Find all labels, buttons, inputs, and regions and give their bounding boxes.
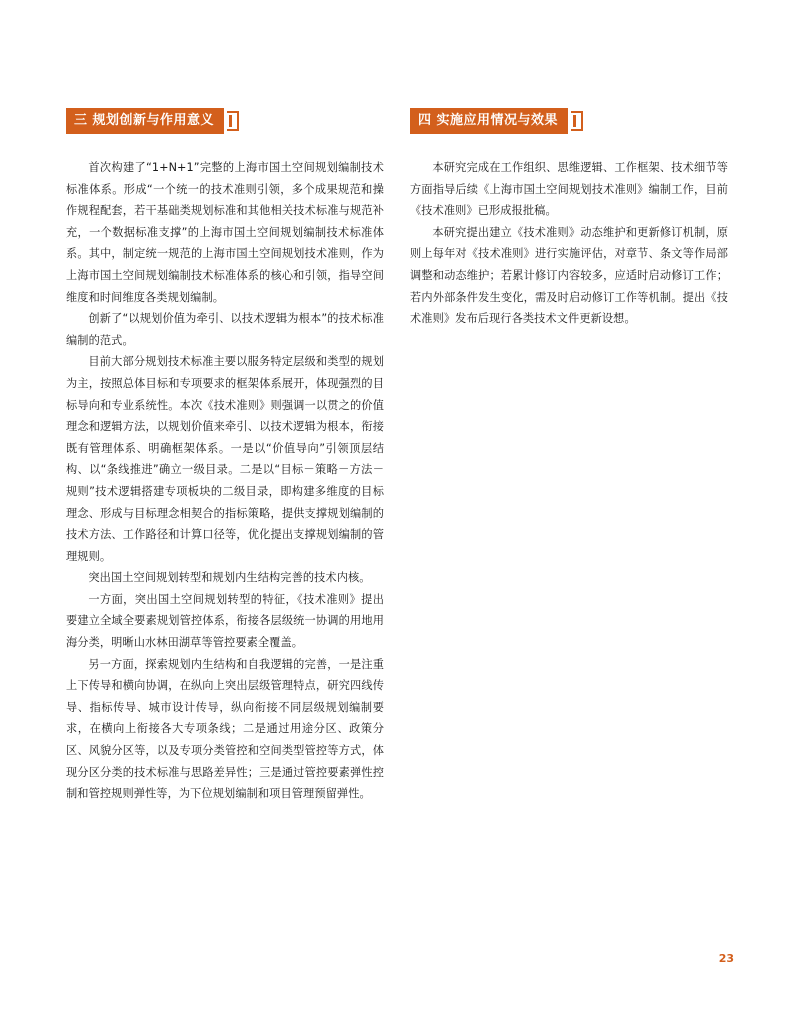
right-column bbox=[410, 108, 728, 330]
paragraph: 创新了“以规划价值为牵引、以技术逻辑为根本”的技术标准编制的范式。 bbox=[66, 312, 384, 347]
bracket-icon bbox=[227, 111, 239, 131]
section-title: 四 实施应用情况与效果 bbox=[410, 108, 568, 134]
paragraph: 本研究提出建立《技术准则》动态维护和更新修订机制，原则上每年对《技术准则》进行实施评估，对章节、条文等作局部调整和动态维护；若累计修订内容较多，应适时启动修订工作；若内外部条件发生变化，需及时启动修订工作等机制。提出《技术准则》发布后现行各类技术文件更新设想。 bbox=[410, 225, 728, 326]
paragraph: 另一方面，探索规划内生结构和自我逻辑的完善，一是注重上下传导和横向协调，在纵向上突出层级管理特点，研究四线传导、指标传导、城市设计传导，纵向衔接不同层级规划编制要求，在横向上衔接各大专项条线；二是通过用途分区、政策分区、风貌分区等，以及专项分类管控和空间类型管控等方式，体现分区分类的技术标准与思路差异性；三是通过管控要素弹性控制和管控规则弹性等，为下位规划编制和项目管理预留弹性。 bbox=[66, 657, 384, 801]
section-header-implementation bbox=[410, 108, 728, 134]
section-header-innovation bbox=[66, 108, 384, 134]
paragraph: 突出国土空间规划转型和规划内生结构完善的技术内核。 bbox=[88, 571, 371, 585]
left-column bbox=[66, 108, 384, 805]
section-title: 三 规划创新与作用意义 bbox=[66, 108, 224, 134]
bracket-icon bbox=[571, 111, 583, 131]
paragraph: 目前大部分规划技术标准主要以服务特定层级和类型的规划为主，按照总体目标和专项要求的框架体系展开，体现强烈的目标导向和专业系统性。本次《技术准则》则强调一以贯之的价值理念和逻辑方法，以规划价值来牵引、以技术逻辑为根本，衔接既有管理体系、明确框架体系。一是以“价值导向”引领顶层结构、以“条线推进”确立一级目录。二是以“目标－策略－方法－规则”技术逻辑搭建专项板块的二级目录，即构建多维度的目标理念、形成与目标理念相契合的指标策略，提供支撑规划编制的技术方法、工作路径和计算口径等，优化提出支撑规划编制的管理规则。 bbox=[66, 355, 384, 563]
paragraph: 本研究完成在工作组织、思维逻辑、工作框架、技术细节等方面指导后续《上海市国土空间规划技术准则》编制工作，目前《技术准则》已形成报批稿。 bbox=[410, 161, 728, 218]
paragraph: 一方面，突出国土空间规划转型的特征，《技术准则》提出要建立全域全要素规划管控体系，衔接各层级统一协调的用地用海分类，明晰山水林田湖草等管控要素全覆盖。 bbox=[66, 592, 384, 650]
page-number: 23 bbox=[718, 952, 734, 965]
paragraph: 首次构建了“1+N+1”完整的上海市国土空间规划编制技术标准体系。形成“一个统一的技术准则引领，多个成果规范和操作规程配套，若干基础类规划标准和其他相关技术标准与规范补充，一个数据标准支撑”的上海市国土空间规划编制技术标准体系。其中，制定统一规范的上海市国土空间规划技术准则，作为上海市国土空间规划编制技术标准体系的核心和引领，指导空间维度和时间维度各类规划编制。 bbox=[66, 161, 384, 304]
